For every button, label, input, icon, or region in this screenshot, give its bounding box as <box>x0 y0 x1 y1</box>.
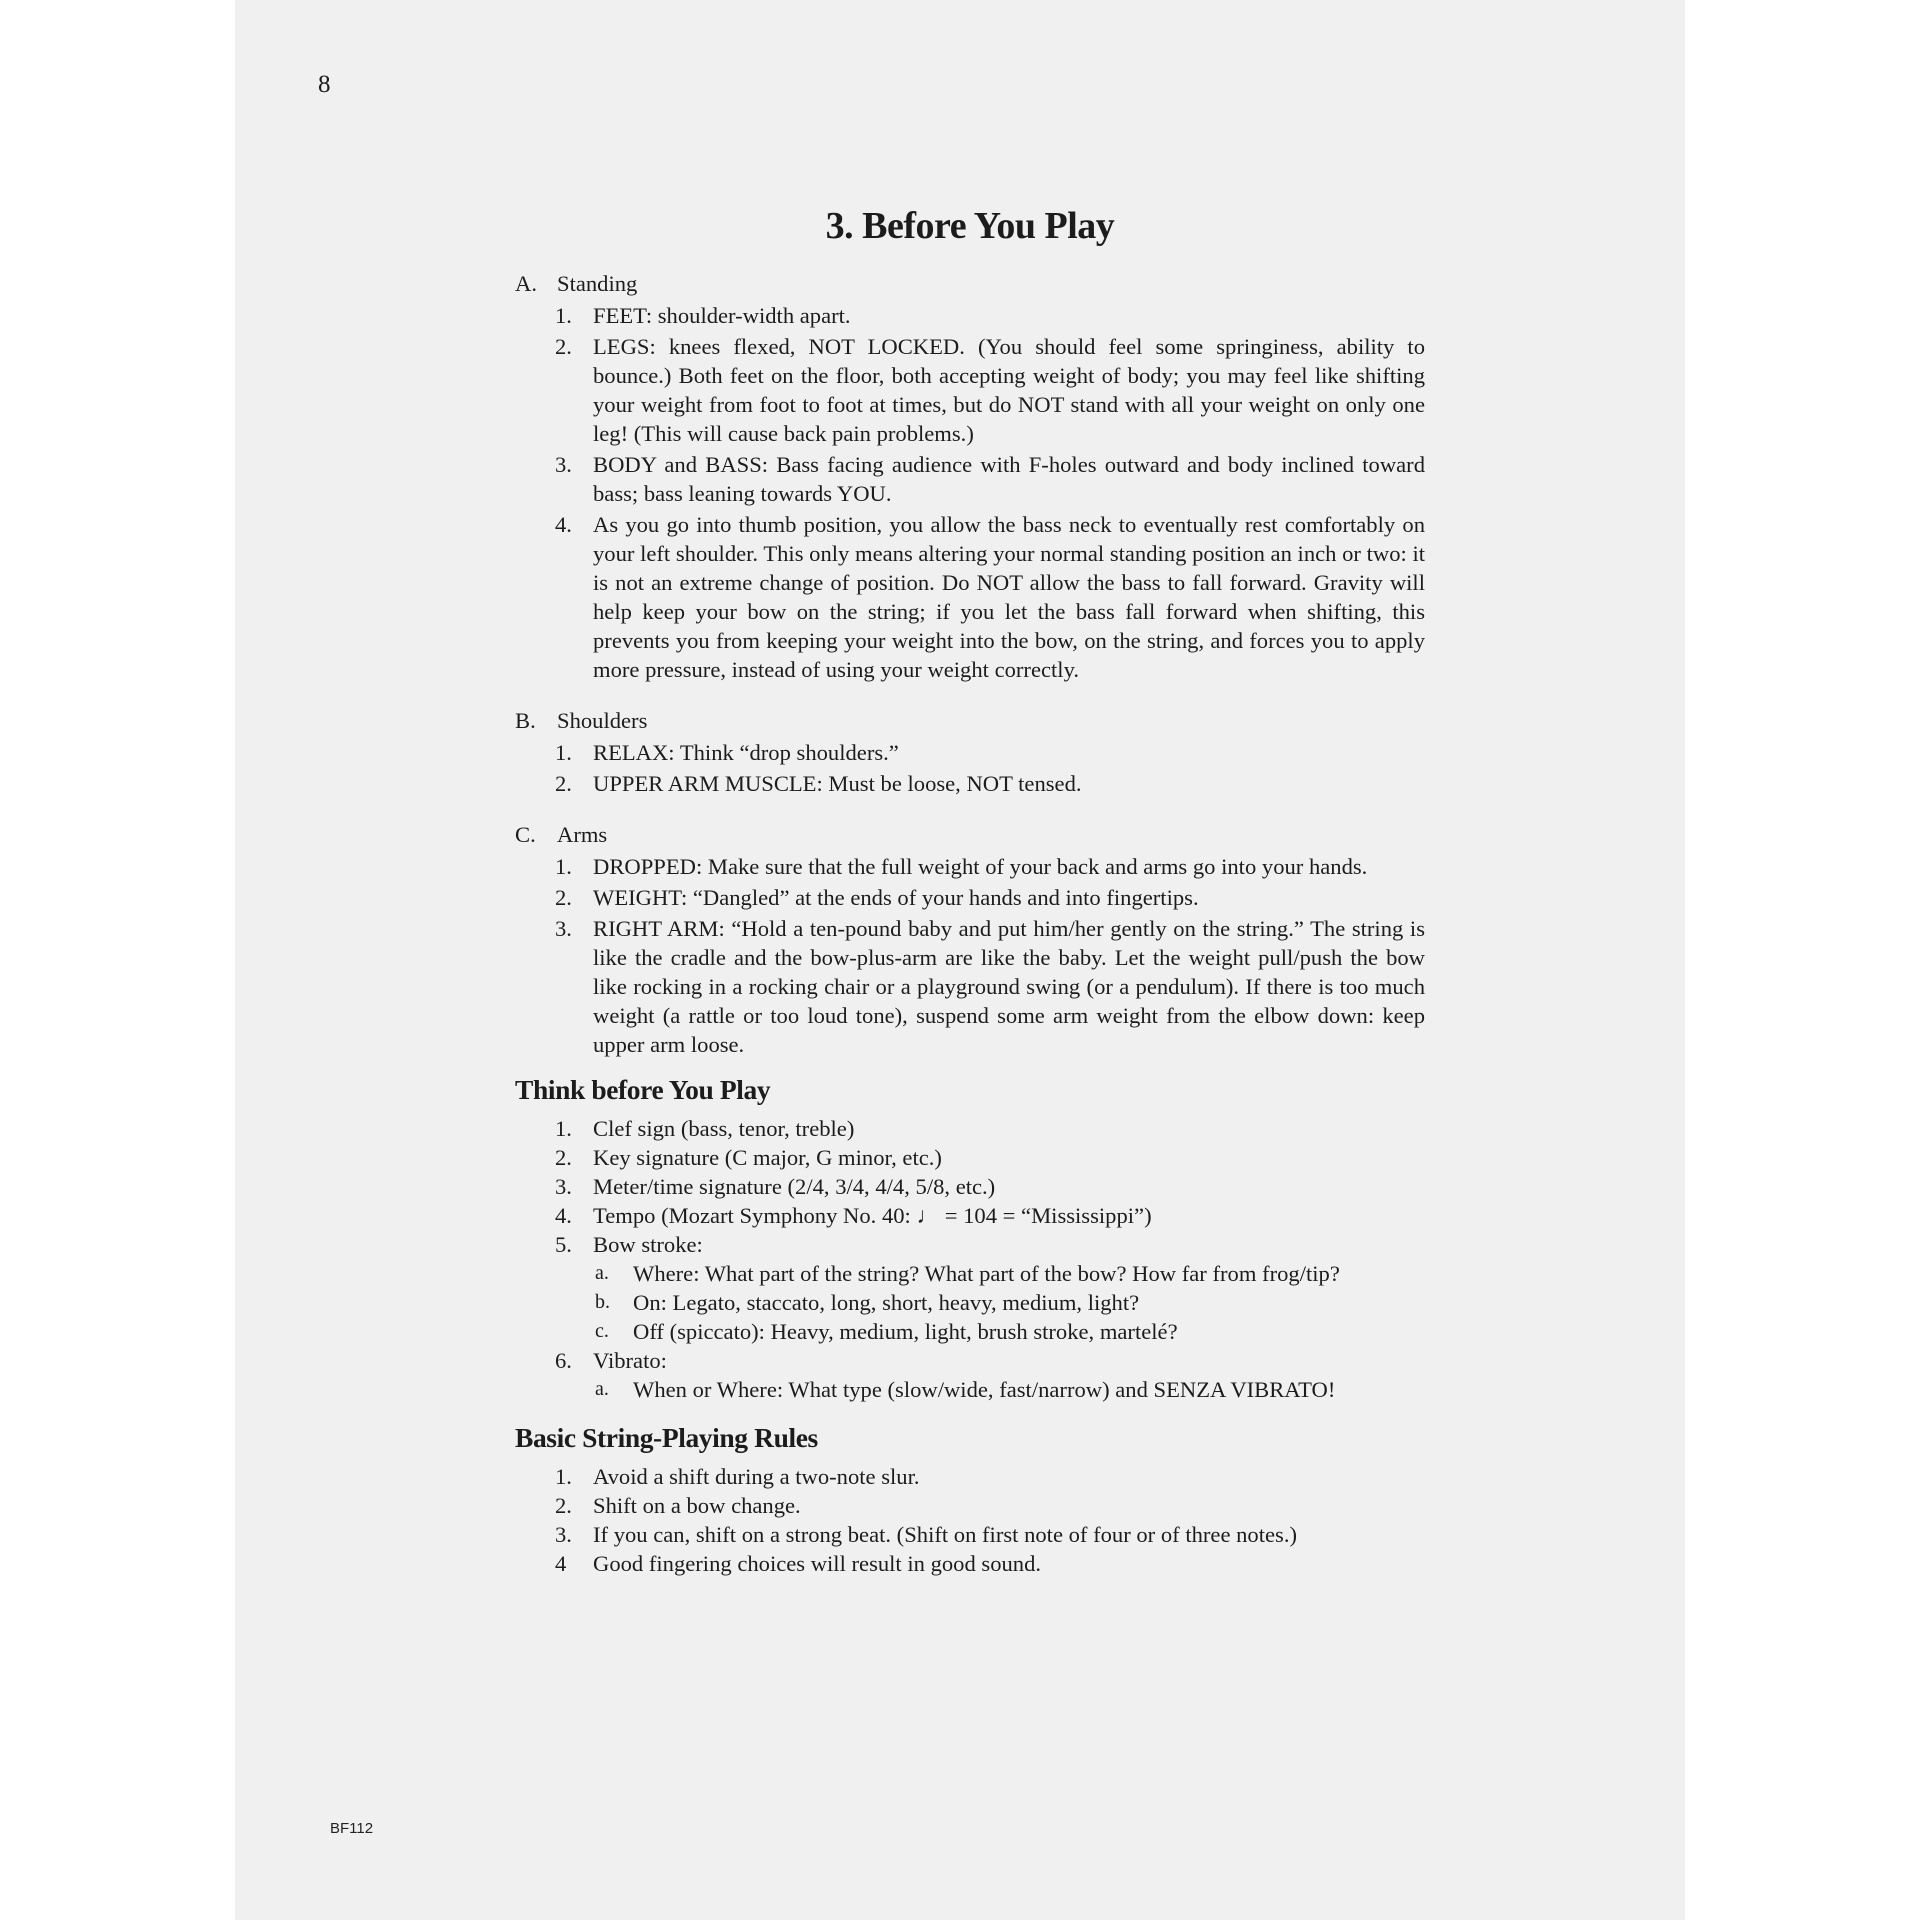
item-number: 5. <box>555 1232 572 1257</box>
item-number: 1. <box>555 740 572 765</box>
section-letter: C. <box>515 822 536 847</box>
item-text: Vibrato: <box>593 1348 667 1373</box>
sub-item <box>595 1259 1425 1288</box>
item-number: 3. <box>555 1522 572 1547</box>
item-text: Shift on a bow change. <box>593 1493 801 1518</box>
list-item <box>555 1462 1425 1491</box>
sub-item-text: Off (spiccato): Heavy, medium, light, brush stroke, martelé? <box>633 1319 1178 1344</box>
sub-item-letter: c. <box>595 1320 609 1342</box>
rules-heading: Basic String-Playing Rules <box>515 1422 818 1453</box>
item-number: 4. <box>555 1203 572 1228</box>
list-item <box>555 1520 1425 1549</box>
item-text: FEET: shoulder-width apart. <box>593 303 851 328</box>
think-list <box>515 1114 1425 1404</box>
item-text: RELAX: Think “drop shoulders.” <box>593 740 899 765</box>
list-item <box>555 852 1425 881</box>
item-text: UPPER ARM MUSCLE: Must be loose, NOT tensed. <box>593 771 1082 796</box>
sub-item-text: On: Legato, staccato, long, short, heavy, medium, light? <box>633 1290 1140 1315</box>
sub-item-text: Where: What part of the string? What part of the bow? How far from frog/tip? <box>633 1261 1340 1286</box>
item-text: Bow stroke: <box>593 1232 703 1257</box>
item-text: If you can, shift on a strong beat. (Shift on first note of four or of three notes.) <box>593 1522 1297 1547</box>
section-heading <box>515 706 1425 738</box>
section-label: Arms <box>557 822 608 847</box>
item-number: 2. <box>555 885 572 910</box>
item-number: 2. <box>555 1145 572 1170</box>
item-text: Tempo (Mozart Symphony No. 40: ♩ = 104 = “Mississippi”) <box>593 1203 1152 1228</box>
item-number: 1. <box>555 303 572 328</box>
item-number: 3. <box>555 1174 572 1199</box>
item-number: 1. <box>555 1464 572 1489</box>
sub-item-letter: a. <box>595 1378 609 1400</box>
item-number: 3. <box>555 916 572 941</box>
sub-item <box>595 1317 1425 1346</box>
item-number: 1. <box>555 1116 572 1141</box>
think-heading: Think before You Play <box>515 1074 771 1105</box>
list-item <box>555 1201 1425 1230</box>
item-text: WEIGHT: “Dangled” at the ends of your hands and into fingertips. <box>593 885 1199 910</box>
sub-item-text: When or Where: What type (slow/wide, fast/narrow) and SENZA VIBRATO! <box>633 1377 1336 1402</box>
list-item <box>555 883 1425 912</box>
item-text: Meter/time signature (2/4, 3/4, 4/4, 5/8, etc.) <box>593 1174 996 1199</box>
sub-list <box>555 1259 1425 1346</box>
list-item <box>555 1491 1425 1520</box>
item-number: 2. <box>555 771 572 796</box>
list-item <box>555 1143 1425 1172</box>
list-item <box>555 1549 1425 1578</box>
item-number: 1. <box>555 854 572 879</box>
list-item <box>555 1346 1425 1375</box>
catalog-code: BF112 <box>330 1820 374 1837</box>
sub-item-letter: a. <box>595 1262 609 1284</box>
sub-item <box>595 1288 1425 1317</box>
item-text: RIGHT ARM: “Hold a ten-pound baby and put him/her gently on the string.” The string is like the cradle and the bow-plus-arm are like the baby. Let the weight pull/push the bow like rocking in a rocking chair or a playground swing (or a pendulum). If there is too much weight (a rattle or too loud tone), suspend some arm weight from the elbow down: keep upper arm loose. <box>593 916 1425 1057</box>
list-item <box>555 332 1425 448</box>
book-page <box>235 0 1685 1920</box>
item-text: Key signature (C major, G minor, etc.) <box>593 1145 942 1170</box>
item-number: 2. <box>555 1493 572 1518</box>
section-heading <box>515 820 1425 852</box>
item-number: 3. <box>555 452 572 477</box>
item-number: 6. <box>555 1348 572 1373</box>
chapter-title: 3. Before You Play <box>825 205 1115 247</box>
item-number: 4 <box>555 1551 567 1576</box>
outline-section <box>515 269 1425 684</box>
outline-sections <box>515 269 1425 1059</box>
outline-section <box>515 820 1425 1059</box>
list-item <box>555 1172 1425 1201</box>
item-number: 2. <box>555 334 572 359</box>
list-item <box>555 510 1425 684</box>
section-letter: A. <box>515 271 537 296</box>
sub-item <box>595 1375 1425 1404</box>
item-text: LEGS: knees flexed, NOT LOCKED. (You should feel some springiness, ability to bounce.) Both feet on the floor, both accepting weight of body; you may feel like shifting your weight from foot to foot at times, but do NOT stand with all your weight on only one leg! (This will cause back pain problems.) <box>593 334 1425 446</box>
sub-item-letter: b. <box>595 1291 610 1313</box>
list-item <box>555 738 1425 767</box>
list-item <box>555 1114 1425 1143</box>
list-item <box>555 301 1425 330</box>
section-heading <box>515 269 1425 301</box>
section-label: Shoulders <box>557 708 648 733</box>
section-label: Standing <box>557 271 638 296</box>
rules-list <box>515 1462 1425 1578</box>
page-number: 8 <box>318 71 331 98</box>
item-text: BODY and BASS: Bass facing audience with F-holes outward and body inclined toward bass; bass leaning towards YOU. <box>593 452 1425 506</box>
body-flow <box>515 269 1425 1578</box>
item-text: Clef sign (bass, tenor, treble) <box>593 1116 855 1141</box>
list-item <box>555 769 1425 798</box>
outline-section <box>515 706 1425 798</box>
list-item <box>555 914 1425 1059</box>
item-text: Good fingering choices will result in good sound. <box>593 1551 1042 1576</box>
list-item <box>555 450 1425 508</box>
sub-list <box>555 1375 1425 1404</box>
item-text: DROPPED: Make sure that the full weight of your back and arms go into your hands. <box>593 854 1368 879</box>
list-item <box>555 1230 1425 1259</box>
section-letter: B. <box>515 708 536 733</box>
item-text: Avoid a shift during a two-note slur. <box>593 1464 920 1489</box>
item-number: 4. <box>555 512 572 537</box>
item-text: As you go into thumb position, you allow the bass neck to eventually rest comfortably on your left shoulder. This only means altering your normal standing position an inch or two: it is not an extreme change of position. Do NOT allow the bass to fall forward. Gravity will help keep your bow on the string; if you let the bass fall forward when shifting, this prevents you from keeping your weight into the bow, on the string, and forces you to apply more pressure, instead of using your weight correctly. <box>593 512 1425 682</box>
